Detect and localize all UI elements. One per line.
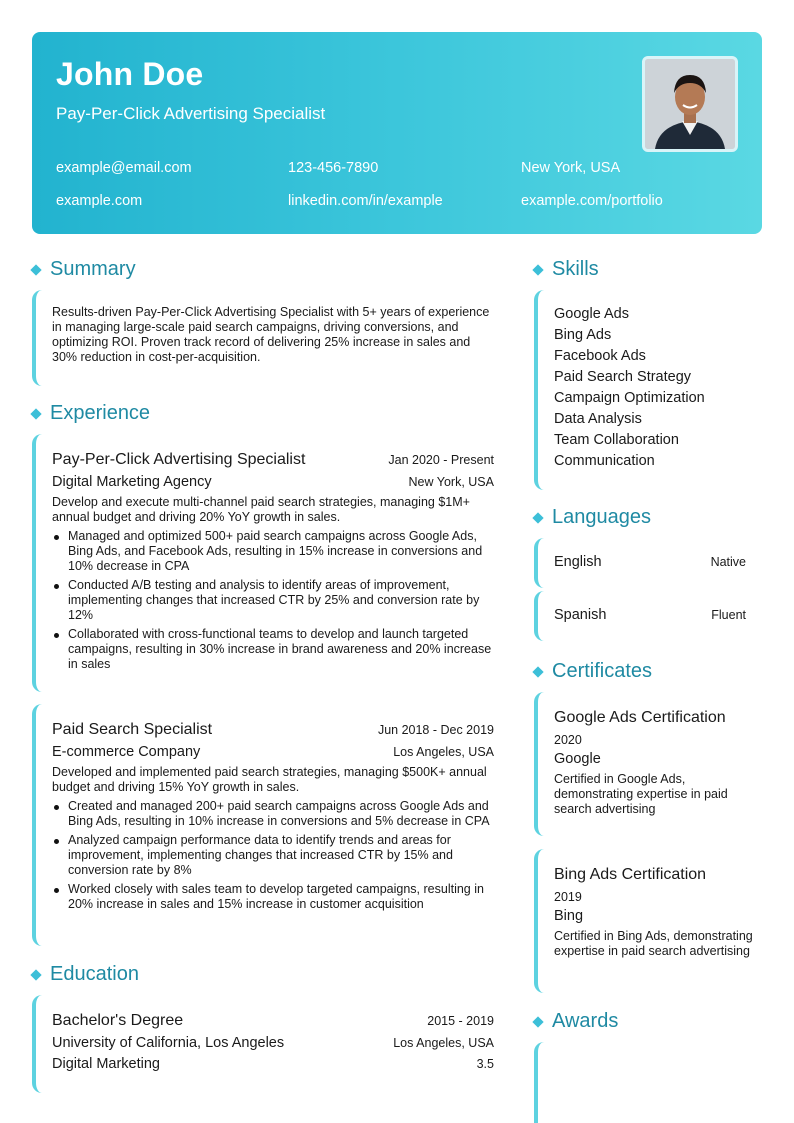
- resume-header: [32, 32, 762, 234]
- school-row: [52, 1035, 494, 1051]
- job-location: New York, USA: [408, 475, 494, 489]
- job-company-row: [52, 474, 494, 490]
- job-title: Pay-Per-Click Advertising Specialist: [52, 451, 306, 468]
- job-dates: Jun 2018 - Dec 2019: [377, 723, 494, 737]
- contact-website[interactable]: example.com: [56, 193, 143, 209]
- summary-heading: [30, 258, 136, 281]
- job-title: Paid Search Specialist: [52, 721, 213, 738]
- certificate-description: Certified in Google Ads, demonstrating expertise in paid search advertising: [554, 772, 728, 816]
- education-heading: [30, 963, 139, 986]
- summary-heading-text: Summary: [50, 258, 136, 280]
- diamond-icon: [30, 408, 41, 419]
- contact-portfolio[interactable]: example.com/portfolio: [521, 193, 663, 209]
- education-heading-text: Education: [50, 963, 139, 985]
- certificate-issuer: Bing: [554, 908, 584, 924]
- diamond-icon: [532, 512, 543, 523]
- school: University of California, Los Angeles: [52, 1035, 285, 1051]
- skill-item: Paid Search Strategy: [554, 369, 692, 385]
- skill-item: Campaign Optimization: [554, 390, 705, 406]
- job-bullet: Analyzed campaign performance data to identify trends and areas for improvement, implementing changes that increased CTR by 15% and conversion rate by 8%: [52, 833, 496, 878]
- awards-heading: [532, 1010, 618, 1033]
- job-bullet: Worked closely with sales team to develop targeted campaigns, resulting in 20% increase in sales and 15% increase in customer acquisition: [52, 882, 496, 912]
- languages-heading: [532, 506, 651, 529]
- job-bullets: [52, 799, 496, 916]
- skill-item: Facebook Ads: [554, 348, 646, 364]
- certificate-year: 2020: [554, 733, 582, 747]
- contact-linkedin[interactable]: linkedin.com/in/example: [288, 193, 443, 209]
- language-row: [554, 607, 746, 623]
- profile-photo: [642, 56, 738, 152]
- language-name: English: [554, 554, 602, 570]
- skill-item: Google Ads: [554, 306, 629, 322]
- language-level: Native: [710, 555, 746, 569]
- education-dates: 2015 - 2019: [427, 1014, 494, 1028]
- job-bullet: Collaborated with cross-functional teams to develop and launch targeted campaigns, resulting in 30% increase in brand awareness and 20% increase in sales: [52, 627, 496, 672]
- language-level: Fluent: [711, 608, 746, 622]
- contact-location: New York, USA: [521, 160, 621, 176]
- contact-phone[interactable]: 123-456-7890: [288, 160, 379, 176]
- job-bullet: Conducted A/B testing and analysis to identify areas of improvement, implementing changes that increased CTR by 25% and conversion rate by 12%: [52, 578, 496, 623]
- job-company: Digital Marketing Agency: [52, 474, 212, 490]
- degree-row: [52, 1012, 494, 1030]
- experience-heading-text: Experience: [50, 402, 151, 424]
- contact-email[interactable]: example@email.com: [56, 160, 192, 176]
- job-bullets: [52, 529, 496, 676]
- diamond-icon: [532, 264, 543, 275]
- job-title-row: [52, 721, 494, 739]
- candidate-title: Pay-Per-Click Advertising Specialist: [56, 104, 326, 123]
- certificate-name: Bing Ads Certification: [554, 866, 707, 883]
- certificates-heading: [532, 660, 652, 683]
- experience-heading: [30, 402, 150, 425]
- certificate-year: 2019: [554, 890, 582, 904]
- certificates-heading-text: Certificates: [552, 660, 653, 682]
- gpa: 3.5: [476, 1057, 494, 1071]
- language-row: [554, 554, 746, 570]
- awards-heading-text: Awards: [552, 1010, 619, 1032]
- awards-block: [534, 1042, 746, 1123]
- certificate-description: Certified in Bing Ads, demonstrating expertise in paid search advertising: [554, 929, 753, 958]
- job-bullet: Created and managed 200+ paid search campaigns across Google Ads and Bing Ads, resulting in 10% increase in conversions and 5% decrease in CPA: [52, 799, 496, 829]
- job-description: Developed and implemented paid search strategies, managing $500K+ annual budget and driving 15% YoY growth in sales.: [52, 765, 487, 794]
- skill-item: Data Analysis: [554, 411, 642, 427]
- summary-text: Results-driven Pay-Per-Click Advertising Specialist with 5+ years of experience in managing large-scale paid search campaigns, driving conversions, and optimizing ROI. Proven track record of delivering 25% increase in sales and 30% reduction in cost-per-acquisition.: [52, 305, 490, 364]
- job-company: E-commerce Company: [52, 744, 201, 760]
- diamond-icon: [532, 666, 543, 677]
- job-dates: Jan 2020 - Present: [388, 453, 494, 467]
- skill-item: Communication: [554, 453, 655, 469]
- diamond-icon: [30, 969, 41, 980]
- profile-photo-avatar-icon: [645, 59, 735, 149]
- job-bullet: Managed and optimized 500+ paid search campaigns across Google Ads, Bing Ads, and Facebook Ads, resulting in 15% increase in conversions and 10% decrease in CPA: [52, 529, 496, 574]
- skill-item: Team Collaboration: [554, 432, 679, 448]
- diamond-icon: [532, 1016, 543, 1027]
- skills-heading-text: Skills: [552, 258, 599, 280]
- job-company-row: [52, 744, 494, 760]
- diamond-icon: [30, 264, 41, 275]
- certificate-issuer: Google: [554, 751, 601, 767]
- degree: Bachelor's Degree: [52, 1012, 184, 1029]
- skill-item: Bing Ads: [554, 327, 612, 343]
- languages-heading-text: Languages: [552, 506, 651, 528]
- job-description: Develop and execute multi-channel paid search strategies, managing $1M+ annual budget and driving 20% YoY growth in sales.: [52, 495, 470, 524]
- field-of-study: Digital Marketing: [52, 1056, 160, 1072]
- candidate-name: John Doe: [56, 56, 204, 92]
- school-location: Los Angeles, USA: [393, 1036, 494, 1050]
- language-name: Spanish: [554, 607, 607, 623]
- skills-heading: [532, 258, 599, 281]
- certificate-name: Google Ads Certification: [554, 709, 726, 726]
- field-row: [52, 1056, 494, 1072]
- job-location: Los Angeles, USA: [393, 745, 494, 759]
- job-title-row: [52, 451, 494, 469]
